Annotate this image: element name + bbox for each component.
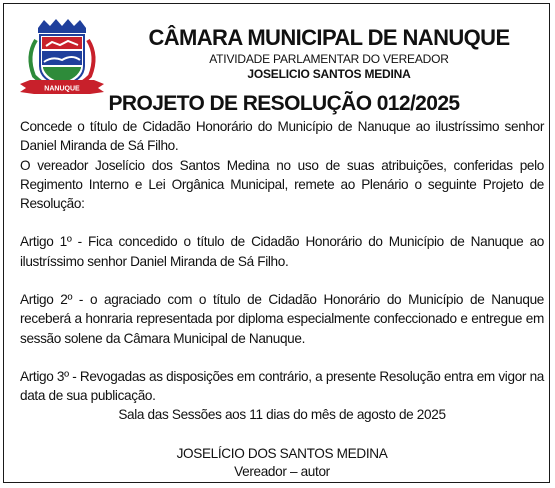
- municipal-coat-of-arms-icon: [16, 18, 108, 98]
- document-frame: [3, 3, 550, 483]
- article-1: Artigo 1º - Fica concedido o título de Cidadão Honorário do Município de Nanuque ao ilustríssimo senhor Daniel Miranda de Sá Filho.: [20, 234, 544, 269]
- crest-banner-text: NANUQUE: [44, 85, 80, 93]
- document-title: PROJETO DE RESOLUÇÃO 012/2025: [108, 92, 460, 115]
- councilor-name-header: JOSELICIO SANTOS MEDINA: [247, 67, 411, 81]
- document-body: [20, 117, 544, 406]
- article-2: Artigo 2º - o agraciado com o título de Cidadão Honorário do Município de Nanuque receberá a honraria representada por diploma especialmente confeccionado e entregue em sessão solene da Câmara Municipal de Nanuque.: [20, 292, 544, 346]
- intro-paragraph: Concede o título de Cidadão Honorário do Município de Nanuque ao ilustríssimo senhor Daniel Miranda de Sá Filho.: [20, 119, 544, 154]
- header: [114, 26, 544, 82]
- signature-role: Vereador – autor: [234, 464, 330, 479]
- signature-block: [20, 445, 544, 481]
- institution-subtitle: ATIVIDADE PARLAMENTAR DO VEREADOR: [209, 52, 449, 66]
- preamble-paragraph: O vereador Joselício dos Santos Medina no uso de suas atribuições, conferidas pelo Regimento Interno e Lei Orgânica Municipal, remete ao Plenário o seguinte Projeto de Resolução:: [20, 157, 544, 212]
- article-3: Artigo 3º - Revogadas as disposições em contrário, a presente Resolução entra em vigor na data de sua publicação.: [20, 368, 544, 404]
- closing-line: Sala das Sessões aos 11 dias do mês de agosto de 2025: [118, 407, 446, 422]
- institution-title: CÂMARA MUNICIPAL DE NANUQUE: [148, 25, 510, 50]
- signature-name: JOSELÍCIO DOS SANTOS MEDINA: [176, 446, 388, 461]
